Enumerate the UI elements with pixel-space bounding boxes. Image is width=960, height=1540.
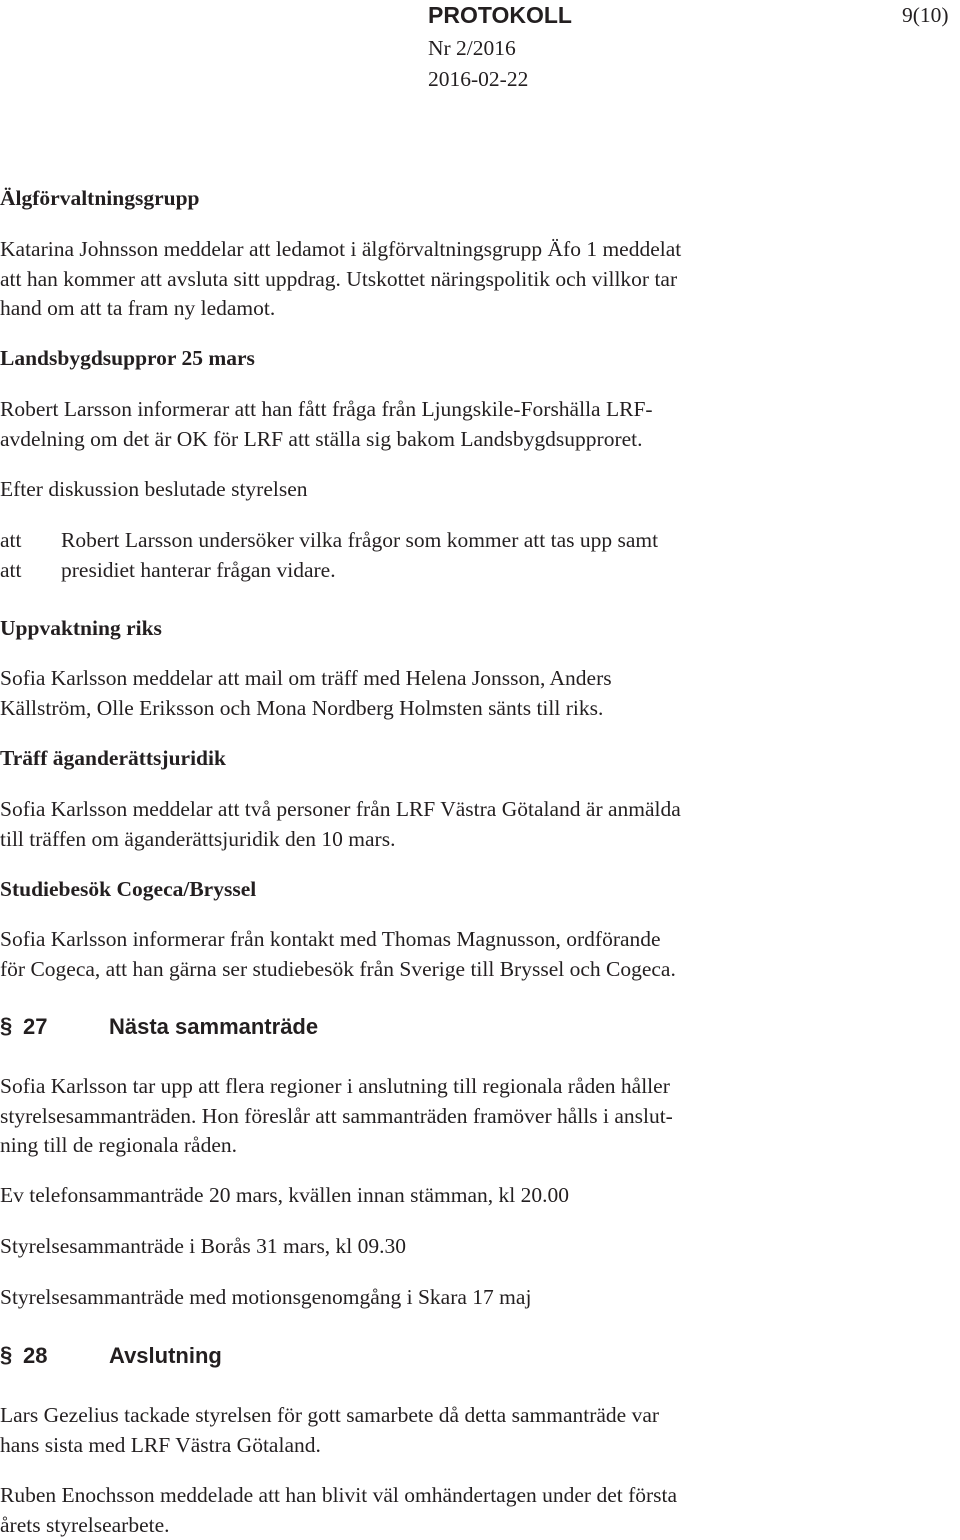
paragraph-studiebesok	[0, 925, 676, 984]
text-line: hans sista med LRF Västra Götaland.	[0, 1432, 321, 1457]
page-number: 9(10)	[902, 3, 949, 27]
paragraph-algforvaltning	[0, 235, 681, 324]
text-line: Sofia Karlsson tar upp att flera regioner i anslutning till regionala råden håller	[0, 1074, 670, 1098]
text-line: Katarina Johnsson meddelar att ledamot i älgförvaltningsgrupp Äfo 1 meddelat	[0, 237, 682, 261]
section-number: 27	[23, 1014, 48, 1039]
heading-uppvaktning: Uppvaktning riks	[0, 616, 162, 640]
paragraph-uppvaktning	[0, 664, 612, 723]
paragraph-section28-a	[0, 1401, 659, 1460]
section-symbol: §	[0, 1342, 13, 1367]
protocol-number: Nr 2/2016	[428, 36, 516, 60]
meeting-item: Styrelsesammanträde med motionsgenomgång i Skara 17 maj	[0, 1285, 532, 1309]
paragraph-traff	[0, 795, 681, 854]
section-number: 28	[23, 1343, 48, 1368]
heading-algforvaltning: Älgförvaltningsgrupp	[0, 186, 200, 210]
text-line: Ruben Enochsson meddelade att han blivit väl omhändertagen under det första	[0, 1483, 678, 1507]
decision-prefix: att	[0, 528, 22, 552]
text-line: till träffen om äganderättsjuridik den 10 mars.	[0, 826, 396, 851]
text-line: avdelning om det är OK för LRF att ställa sig bakom Landsbygdsupproret.	[0, 426, 643, 451]
text-line: Robert Larsson informerar att han fått fråga från Ljungskile-Forshälla LRF-	[0, 397, 653, 421]
text-line: Lars Gezelius tackade styrelsen för gott samarbete då detta sammanträde var	[0, 1403, 660, 1427]
document-title: PROTOKOLL	[428, 2, 572, 28]
section-title: Nästa sammanträde	[109, 1014, 319, 1039]
decision-text: Robert Larsson undersöker vilka frågor som kommer att tas upp samt	[61, 528, 659, 552]
text-line: årets styrelsearbete.	[0, 1512, 170, 1537]
section-title: Avslutning	[109, 1343, 222, 1368]
paragraph-section27	[0, 1072, 673, 1161]
text-line: att han kommer att avsluta sitt uppdrag. Utskottet näringspolitik och villkor tar	[0, 266, 678, 291]
heading-landsbygd: Landsbygdsuppror 25 mars	[0, 346, 255, 370]
text-line: Sofia Karlsson meddelar att mail om träff med Helena Jonsson, Anders	[0, 666, 612, 690]
text-line: Sofia Karlsson meddelar att två personer från LRF Västra Götaland är anmälda	[0, 797, 681, 821]
text-line: hand om att ta fram ny ledamot.	[0, 296, 276, 320]
heading-traff: Träff äganderättsjuridik	[0, 746, 226, 770]
meeting-item: Ev telefonsammanträde 20 mars, kvällen innan stämman, kl 20.00	[0, 1183, 570, 1207]
heading-studiebesok: Studiebesök Cogeca/Bryssel	[0, 877, 257, 901]
text-line: för Cogeca, att han gärna ser studiebesök från Sverige till Bryssel och Cogeca.	[0, 956, 676, 981]
decision-prefix: att	[0, 558, 22, 582]
protocol-date: 2016-02-22	[428, 67, 529, 91]
text-line: Sofia Karlsson informerar från kontakt med Thomas Magnusson, ordförande	[0, 927, 661, 951]
paragraph-section28-b	[0, 1481, 677, 1540]
decision-text: presidiet hanterar frågan vidare.	[61, 558, 336, 582]
meeting-item: Styrelsesammanträde i Borås 31 mars, kl 09.30	[0, 1234, 407, 1258]
text-line: styrelsesammanträden. Hon föreslår att sammanträden framöver hålls i anslut-	[0, 1103, 673, 1128]
paragraph-landsbygd	[0, 395, 653, 454]
text-line: ning till de regionala råden.	[0, 1133, 238, 1157]
text-line: Källström, Olle Eriksson och Mona Nordberg Holmsten sänts till riks.	[0, 695, 604, 720]
section-symbol: §	[0, 1013, 13, 1038]
decision-intro: Efter diskussion beslutade styrelsen	[0, 477, 308, 501]
